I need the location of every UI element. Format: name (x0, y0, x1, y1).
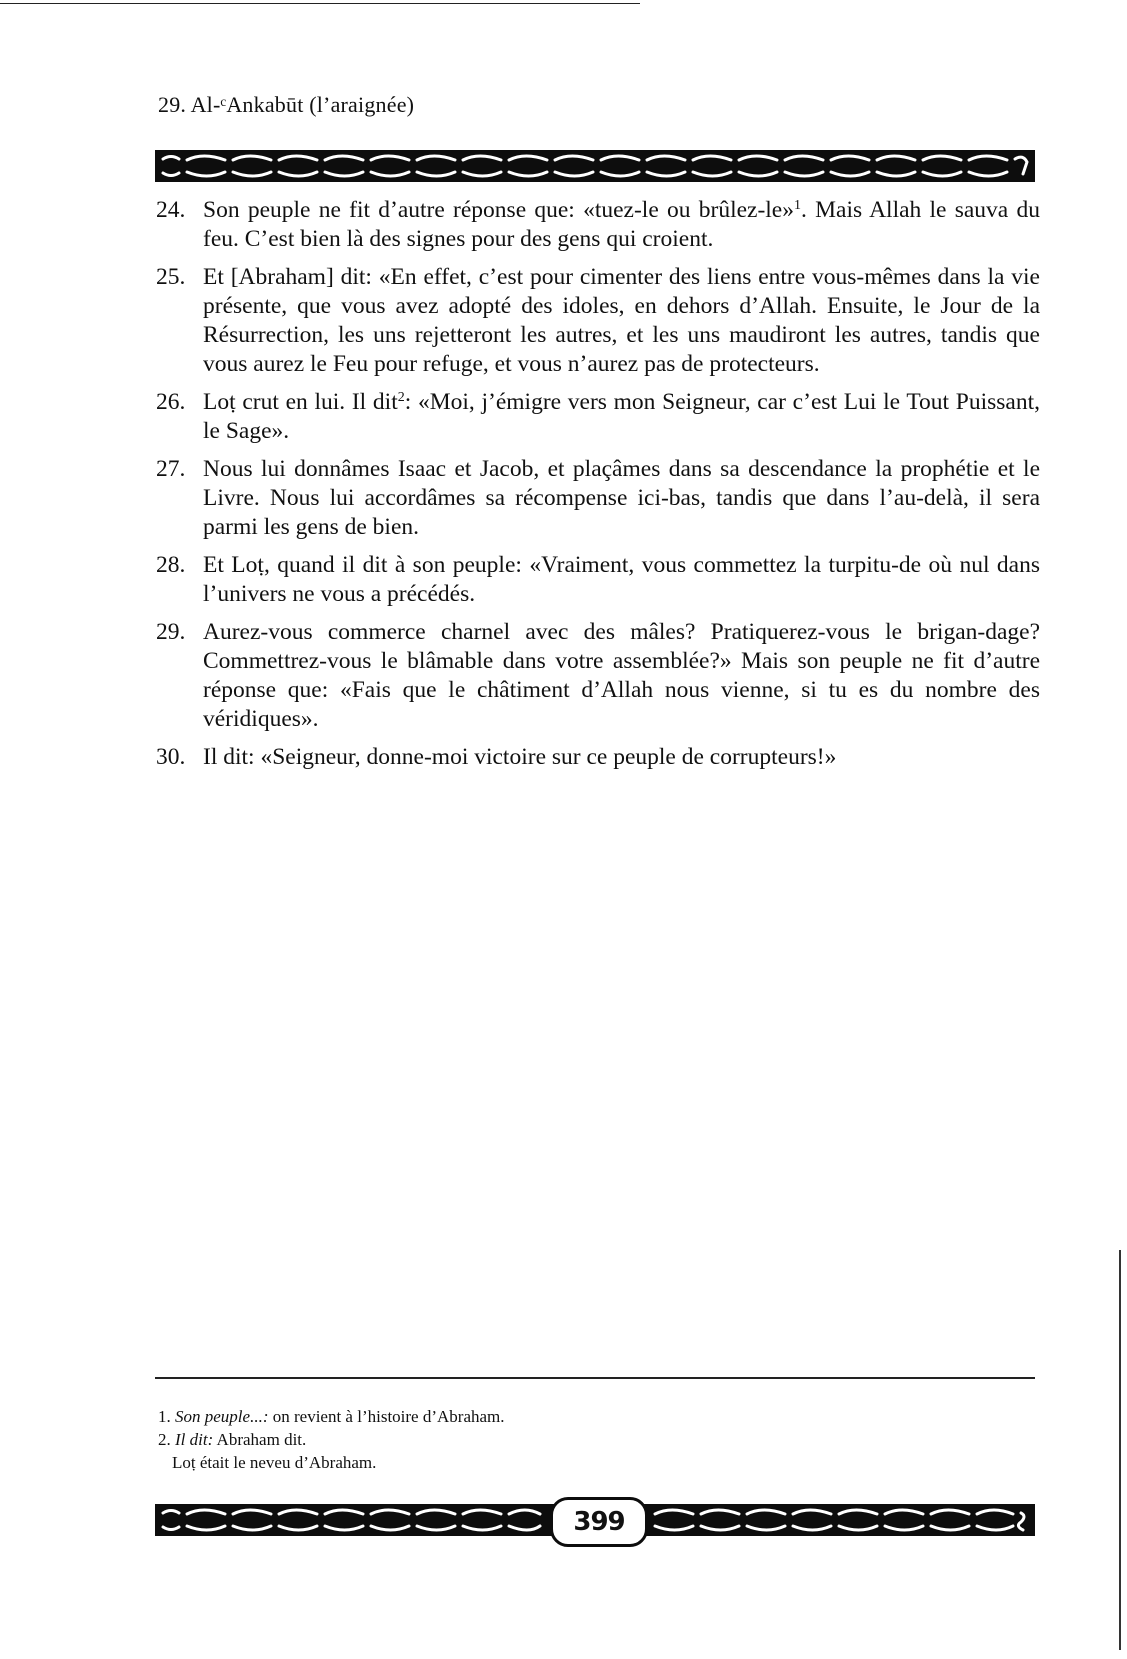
verse-text: Son peuple ne fit d’autre réponse que: «tuez-le ou brûlez-le»$^1$. Mais Allah le sauva du feu. C’est bien là des signes pour des gens qui croient. (203, 197, 1040, 252)
page-number: 399 (550, 1497, 648, 1547)
verse-26 (156, 388, 1040, 446)
verse-text: Et Loṭ, quand il dit à son peuple: «Vraiment, vous commettez la turpitu-de où nul dans l’univers ne vous a précédés. (203, 552, 1040, 607)
top-ornament-band (155, 150, 1035, 182)
footnotes (158, 1405, 1028, 1474)
verse-number: 24. (156, 197, 186, 223)
verse-number: 25. (156, 264, 186, 290)
verse-number: 26. (156, 389, 186, 415)
verse-number: 27. (156, 456, 186, 482)
verse-number: 28. (156, 552, 186, 578)
footnote-label: Son peuple...: (175, 1407, 269, 1426)
verse-25 (156, 263, 1040, 379)
verse-number: 30. (156, 744, 186, 770)
verse-number: 29. (156, 619, 186, 645)
verse-text: Nous lui donnâmes Isaac et Jacob, et plaçâmes dans sa descendance la prophétie et le Livre. Nous lui accordâmes sa récompense ici-bas, tandis que dans l’au-delà, il sera parmi les gens de bien. (203, 456, 1040, 540)
footnote-divider (155, 1377, 1035, 1379)
footnote-marker: 1 (794, 198, 801, 213)
footnote-2-continued: Loṭ était le neveu d’Abraham. (172, 1453, 377, 1472)
footnote-2: 2. Il dit: Abraham dit. (158, 1430, 307, 1449)
top-chain-pattern (155, 150, 1035, 182)
verse-28 (156, 551, 1040, 609)
verse-29 (156, 618, 1040, 734)
verse-list (156, 196, 1040, 781)
verse-text: Aurez-vous commerce charnel avec des mâles? Pratiquerez-vous le brigan-dage? Commettrez-vous le blâmable dans votre assemblée?» Mais son peuple ne fit d’autre réponse que: «Fais que le châtiment d’Allah nous vienne, si tu es du nombre des véridiques». (203, 619, 1040, 732)
verse-text: Et [Abraham] dit: «En effet, c’est pour cimenter des liens entre vous-mêmes dans la vie présente, que vous avez adopté des idoles, en dehors d’Allah. Ensuite, le Jour de la Résurrection, les uns rejetteront les autres, et les uns maudiront les autres, tandis que vous aurez le Feu pour refuge, et vous n’aurez pas de protecteurs. (203, 264, 1040, 377)
running-head: 29. Al-ᶜAnkabūt (l’araignée) (158, 92, 415, 117)
verse-text: Loṭ crut en lui. Il dit$^2$: «Moi, j’émigre vers mon Seigneur, car c’est Lui le Tout Puissant, le Sage». (203, 389, 1041, 444)
top-scan-rule (0, 3, 640, 4)
verse-24 (156, 196, 1040, 254)
footnote-1: 1. Son peuple...: on revient à l’histoire d’Abraham. (158, 1407, 505, 1426)
verse-text: Il dit: «Seigneur, donne-moi victoire sur ce peuple de corrupteurs!» (203, 744, 837, 770)
footnote-marker: 2 (397, 390, 405, 405)
verse-30 (156, 743, 1040, 772)
footnote-label: Il dit: (175, 1430, 214, 1449)
verse-27 (156, 455, 1040, 542)
page-edge-shadow (1119, 1250, 1121, 1650)
